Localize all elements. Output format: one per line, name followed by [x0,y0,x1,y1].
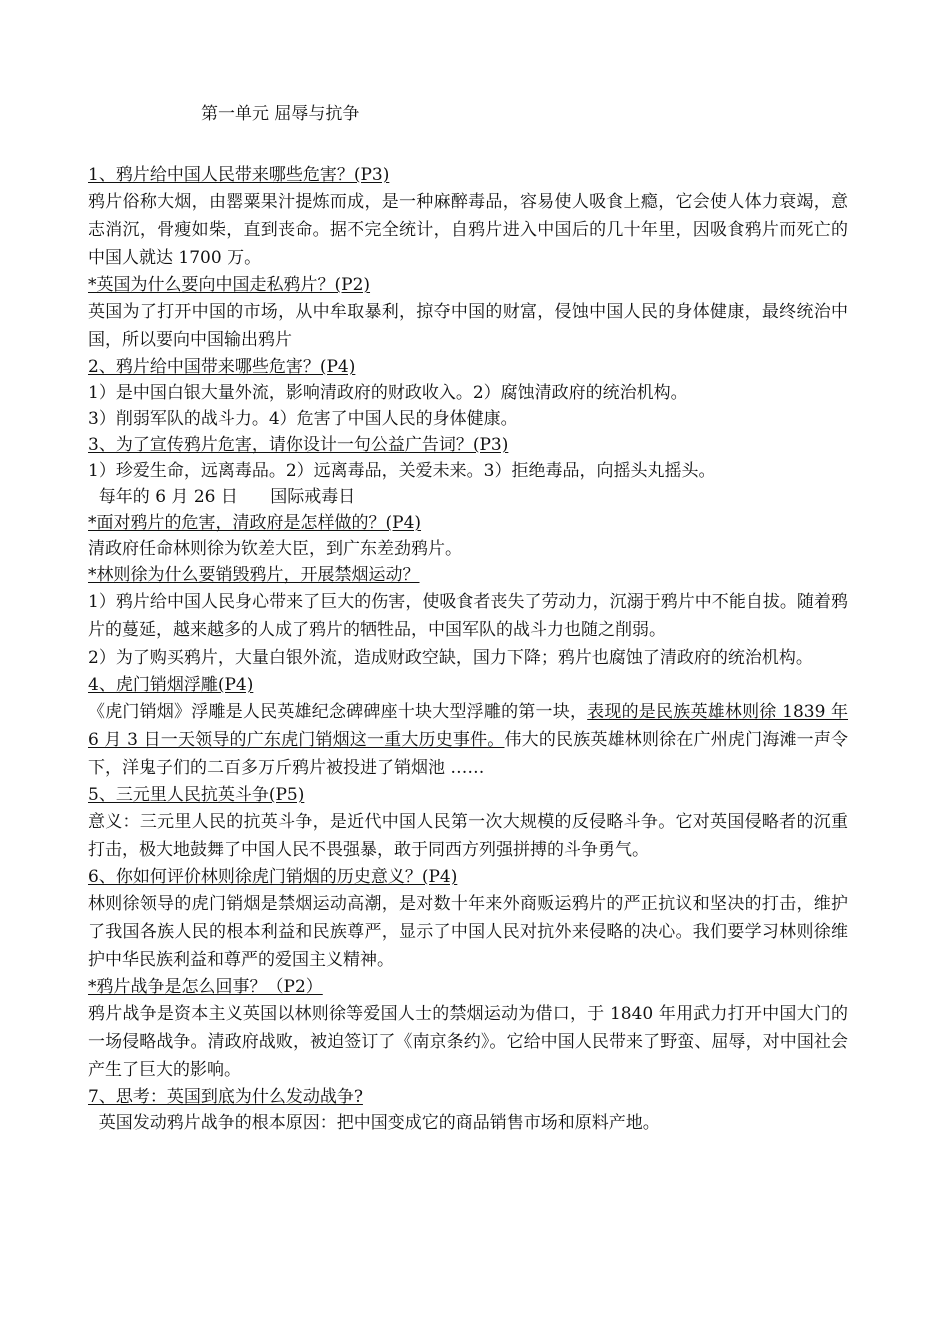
question-1: 1、鸦片给中国人民带来哪些危害？(P3) [88,165,390,185]
answer-lin-2: 2）为了购买鸦片，大量白银外流，造成财政空缺，国力下降；鸦片也腐蚀了清政府的统治机构。 [88,648,813,668]
answer-4-part-3: 伟大的民族英雄林则徐在广州虎门海滩一声令下，洋鬼子们的二百多万斤鸦片被投进了销烟池 …… [88,730,849,778]
answer-3-line-1: 1）珍爱生命，远离毒品。2）远离毒品，关爱未来。3）拒绝毒品，向摇头丸摇头。 [88,461,716,481]
answer-lin-1: 1）鸦片给中国人民身心带来了巨大的伤害，使吸食者丧失了劳动力，沉溺于鸦片中不能自拔。随着鸦片的蔓延，越来越多的人成了鸦片的牺牲品，中国军队的战斗力也随之削弱。 [88,592,848,640]
answer-7: 英国发动鸦片战争的根本原因：把中国变成它的商品销售市场和原料产地。 [88,1113,660,1133]
answer-war: 鸦片战争是资本主义英国以林则徐等爱国人士的禁烟运动为借口，于 1840 年用武力打开中国大门的一场侵略战争。清政府战败，被迫签订了《南京条约》。它给中国人民带来了野蛮、屈辱，对中国社会产生了巨大的影响。 [88,1004,848,1080]
answer-1: 鸦片俗称大烟，由罂粟果汁提炼而成，是一种麻醉毒品，容易使人吸食上瘾，它会使人体力衰竭，意志消沉，骨瘦如柴，直到丧命。据不完全统计，自鸦片进入中国后的几十年里，因吸食鸦片而死亡的中国人就达 1700 万。 [88,192,848,268]
answer-smuggle: 英国为了打开中国的市场，从中牟取暴利，掠夺中国的财富，侵蚀中国人民的身体健康，最终统治中国，所以要向中国输出鸦片 [88,302,848,350]
blank-line [88,130,848,162]
question-7: 7、思考：英国到底为什么发动战争? [88,1087,363,1107]
question-3: 3、为了宣传鸦片危害，请你设计一句公益广告词？(P3) [88,435,509,455]
answer-4-part-2: 表现的是民族英雄林则徐 1839 年 6 月 3 日一天领导的广东虎门销烟这一重大历史事件。 [88,702,849,750]
answer-5: 意义：三元里人民的抗英斗争，是近代中国人民第一次大规模的反侵略斗争。它对英国侵略者的沉重打击，极大地鼓舞了中国人民不畏强暴，敢于同西方列强拼搏的斗争勇气。 [88,812,848,860]
question-smuggle: *英国为什么要向中国走私鸦片？(P2) [88,275,371,295]
answer-qing: 清政府任命林则徐为钦差大臣，到广东差劲鸦片。 [88,539,462,559]
answer-3-line-2: 每年的 6 月 26 日 国际戒毒日 [88,487,356,507]
question-lin: *林则徐为什么要销毁鸦片，开展禁烟运动？ [88,565,420,585]
question-2: 2、鸦片给中国带来哪些危害？(P4) [88,357,356,377]
answer-6: 林则徐领导的虎门销烟是禁烟运动高潮，是对数十年来外商贩运鸦片的严正抗议和坚决的打击，维护了我国各族人民的根本利益和民族尊严，显示了中国人民对抗外来侵略的决心。我们要学习林则徐维护中华民族利益和尊严的爱国主义精神。 [88,894,848,970]
question-war: *鸦片战争是怎么回事？（P2） [88,977,323,997]
question-5: 5、三元里人民抗英斗争(P5) [88,785,305,805]
document-title: 第一单元 屈辱与抗争 [201,104,360,124]
document-page [88,98,848,1136]
answer-2-line-1: 1）是中国白银大量外流，影响清政府的财政收入。2）腐蚀清政府的统治机构。 [88,383,688,403]
question-6: 6、你如何评价林则徐虎门销烟的历史意义？(P4) [88,867,458,887]
answer-4 [88,698,848,782]
question-qing: *面对鸦片的危害，清政府是怎样做的？(P4) [88,513,422,533]
answer-2-line-2: 3）削弱军队的战斗力。4）危害了中国人民的身体健康。 [88,409,518,429]
question-4: 4、虎门销烟浮雕(P4) [88,675,254,695]
answer-4-part-1: 《虎门销烟》浮雕是人民英雄纪念碑碑座十块大型浮雕的第一块， [88,702,588,722]
